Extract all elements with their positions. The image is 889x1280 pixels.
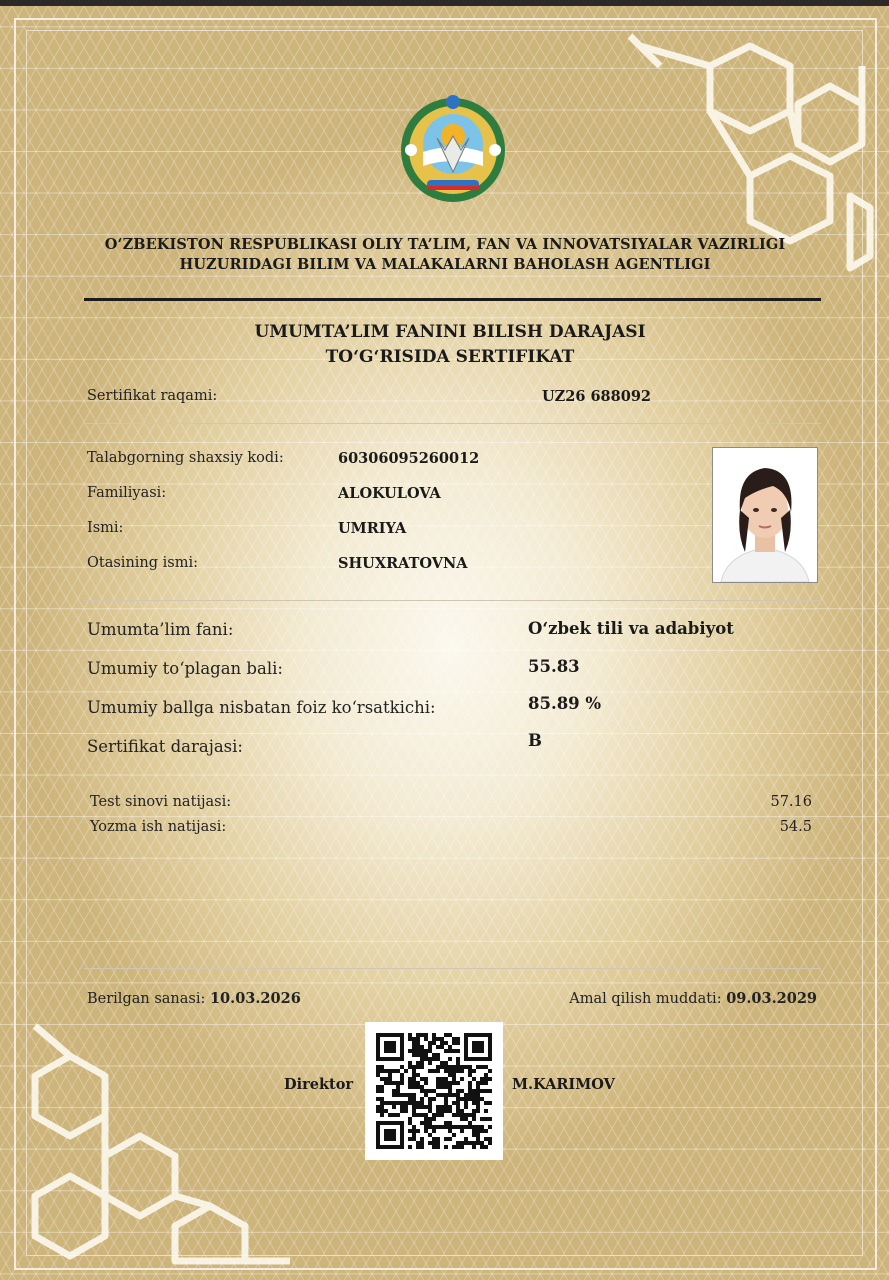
patronymic-value: SHUXRATOVNA xyxy=(338,555,468,572)
patronymic-label: Otasining ismi: xyxy=(87,555,198,571)
portrait-icon xyxy=(713,448,817,582)
written-result-label: Yozma ish natijasi: xyxy=(90,819,227,835)
certificate-level-value: B xyxy=(528,731,542,750)
subject-label: Umumta’lim fani: xyxy=(87,620,234,639)
certificate-title-line-1: UMUMTA’LIM FANINI BILISH DARAJASI xyxy=(254,322,646,342)
certificate-level-label: Sertifikat darajasi: xyxy=(87,737,243,756)
certificate-number-label: Sertifikat raqami: xyxy=(87,388,218,404)
divider xyxy=(84,423,821,424)
state-emblem-icon xyxy=(397,92,509,204)
issue-date-value: 10.03.2026 xyxy=(209,990,301,1007)
total-score-value: 55.83 xyxy=(528,657,580,676)
divider xyxy=(84,968,821,969)
qr-code-icon[interactable] xyxy=(365,1022,503,1160)
test-result-label: Test sinovi natijasi: xyxy=(90,794,232,810)
portrait-photo xyxy=(712,447,818,583)
surname-label: Familiyasi: xyxy=(87,485,167,501)
valid-until xyxy=(520,990,817,1007)
written-result-value: 54.5 xyxy=(779,819,812,835)
percent-value: 85.89 % xyxy=(528,694,602,713)
personal-code-value: 60306095260012 xyxy=(338,450,480,467)
valid-until-label: Amal qilish muddati: xyxy=(569,991,722,1007)
corner-ornament-bottom-left xyxy=(20,1016,300,1266)
surname-value: ALOKULOVA xyxy=(338,485,441,502)
name-value: UMRIYA xyxy=(338,520,407,537)
valid-until-value: 09.03.2029 xyxy=(726,990,817,1007)
qr-code-graphic xyxy=(365,1022,503,1160)
director-label: Direktor xyxy=(284,1076,354,1093)
name-label: Ismi: xyxy=(87,520,124,536)
certificate-title-line-2: TO‘G‘RISIDA SERTIFIKAT xyxy=(325,347,575,367)
agency-line-2: HUZURIDAGI BILIM VA MALAKALARNI BAHOLASH AGENTLIGI xyxy=(179,256,711,273)
test-result-value: 57.16 xyxy=(770,794,812,810)
percent-label: Umumiy ballga nisbatan foiz ko‘rsatkichi: xyxy=(87,698,436,717)
total-score-label: Umumiy to‘plagan bali: xyxy=(87,659,283,678)
director-name: M.KARIMOV xyxy=(512,1076,615,1093)
issue-date-label: Berilgan sanasi: xyxy=(87,991,206,1007)
subject-value: O‘zbek tili va adabiyot xyxy=(528,619,734,638)
header-divider xyxy=(84,298,821,301)
agency-line-1: O‘ZBEKISTON RESPUBLIKASI OLIY TA’LIM, FAN VA INNOVATSIYALAR VAZIRLIGI xyxy=(104,236,786,253)
personal-code-label: Talabgorning shaxsiy kodi: xyxy=(87,450,284,466)
certificate-number-value: UZ26 688092 xyxy=(542,388,651,405)
issue-date xyxy=(87,990,301,1007)
divider xyxy=(84,600,821,601)
certificate xyxy=(0,6,889,1280)
